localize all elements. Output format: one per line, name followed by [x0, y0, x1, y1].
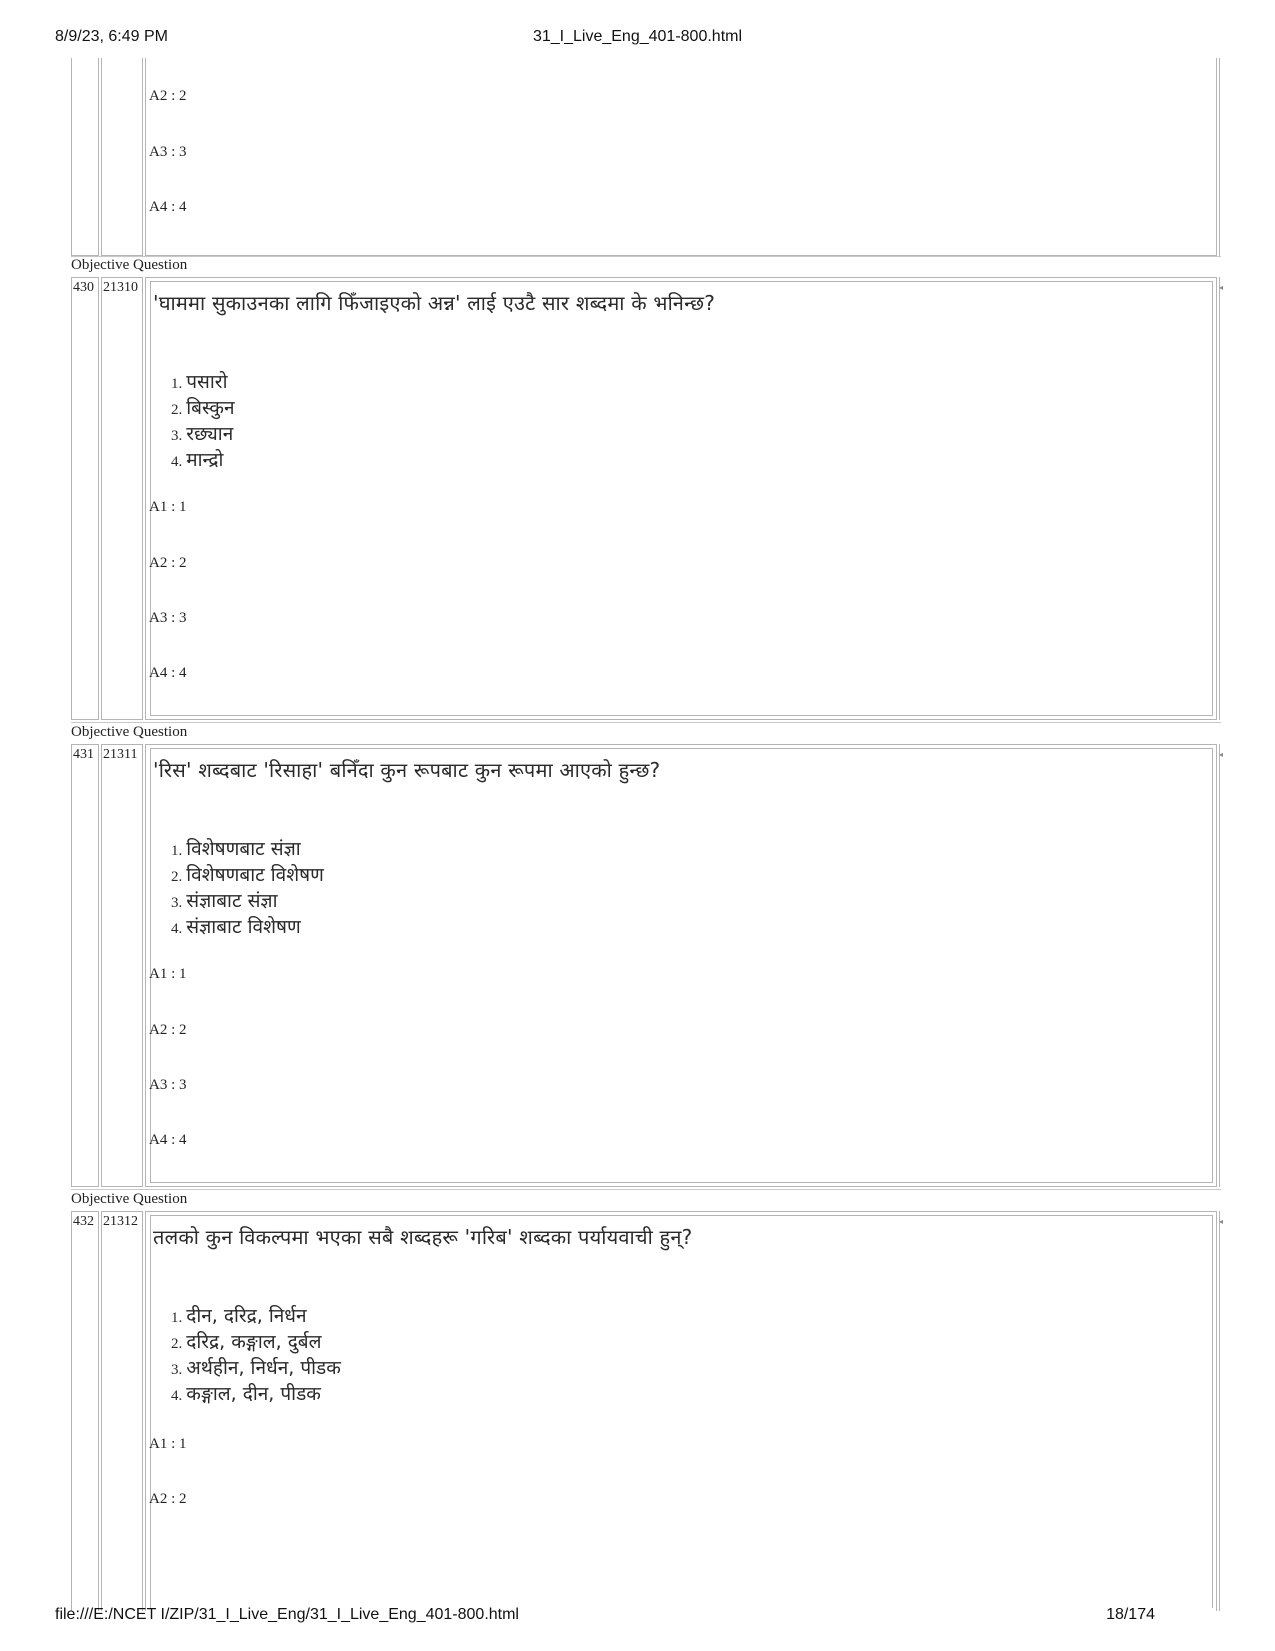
- scroll-marker-icon: ◂: [1218, 283, 1223, 292]
- option-item: 1. विशेषणबाट संज्ञा: [171, 838, 301, 860]
- question-number-cell: [71, 1211, 99, 1611]
- print-footer: [0, 1606, 1275, 1636]
- row-divider: [71, 1189, 1221, 1190]
- question-inner-frame: [150, 1215, 1213, 1608]
- print-header: [0, 28, 1275, 58]
- answer-option: A2 : 2: [149, 88, 187, 104]
- option-item: 4. मान्द्रो: [171, 449, 224, 471]
- option-item: 2. दरिद्र, कङ्गाल, दुर्बल: [171, 1331, 322, 1353]
- answer-option: A4 : 4: [149, 199, 187, 215]
- answer-option: A4 : 4: [149, 665, 187, 681]
- question-number: 432: [73, 1214, 94, 1229]
- answer-option: A3 : 3: [149, 144, 187, 160]
- answer-option: A2 : 2: [149, 555, 187, 571]
- section-label: Objective Question: [71, 1191, 188, 1207]
- option-item: 3. संज्ञाबाट संज्ञा: [171, 890, 278, 912]
- answer-option: A3 : 3: [149, 1077, 187, 1093]
- option-list: [171, 370, 235, 474]
- print-datetime: 8/9/23, 6:49 PM: [55, 28, 168, 45]
- option-item: 4. संज्ञाबाट विशेषण: [171, 916, 301, 938]
- section-label: Objective Question: [71, 257, 188, 273]
- question-id-cell: [101, 277, 143, 720]
- question-body-cell: [145, 744, 1217, 1187]
- answer-option: A1 : 1: [149, 1436, 187, 1452]
- question-body-cell: [145, 58, 1217, 256]
- answer-option: A1 : 1: [149, 499, 187, 515]
- row-divider: [71, 256, 1221, 257]
- answer-option: A4 : 4: [149, 1132, 187, 1148]
- option-item: 3. रछ्यान: [171, 423, 234, 445]
- print-file-path: file:///E:/NCET I/ZIP/31_I_Live_Eng/31_I_Live_Eng_401-800.html: [55, 1606, 519, 1623]
- scroll-marker-icon: ◂: [1218, 750, 1223, 759]
- question-row: [71, 1211, 1221, 1611]
- question-text: 'रिस' शब्दबाट 'रिसाहा' बनिँदा कुन रूपबाट कुन रूपमा आएको हुन्छ?: [153, 758, 661, 782]
- question-text: 'घाममा सुकाउनका लागि फिँजाइएको अन्न' लाई एउटै सार शब्दमा के भनिन्छ?: [153, 291, 716, 315]
- print-page-number: 18/174: [1106, 1606, 1155, 1623]
- question-inner-frame: [150, 748, 1213, 1183]
- question-id-cell: [101, 58, 143, 256]
- question-id-cell: [101, 1211, 143, 1611]
- scroll-edge: [1219, 277, 1223, 720]
- answer-option: A2 : 2: [149, 1491, 187, 1507]
- question-body-cell: [145, 277, 1217, 720]
- question-number-cell: [71, 58, 99, 256]
- scroll-marker-icon: ◂: [1218, 1217, 1223, 1226]
- option-item: 4. कङ्गाल, दीन, पीडक: [171, 1383, 321, 1405]
- question-table: [71, 58, 1221, 1601]
- question-id: 21312: [103, 1214, 138, 1229]
- option-list: [171, 1304, 341, 1408]
- scroll-edge: [1219, 744, 1223, 1187]
- question-row: [71, 744, 1221, 1187]
- question-body-cell: [145, 1211, 1217, 1611]
- question-text: तलको कुन विकल्पमा भएका सबै शब्दहरू 'गरिब' शब्दका पर्यायवाची हुन्?: [153, 1225, 693, 1249]
- section-label: Objective Question: [71, 724, 188, 740]
- question-number-cell: [71, 277, 99, 720]
- scroll-edge: [1219, 1211, 1223, 1611]
- question-row-continued: [71, 58, 1221, 256]
- scroll-edge: [1219, 58, 1223, 256]
- option-list: [171, 837, 324, 941]
- option-item: 2. विशेषणबाट विशेषण: [171, 864, 324, 886]
- option-item: 1. पसारो: [171, 371, 228, 393]
- answer-option: A1 : 1: [149, 966, 187, 982]
- answer-option: A2 : 2: [149, 1022, 187, 1038]
- answer-option: A3 : 3: [149, 610, 187, 626]
- print-title: 31_I_Live_Eng_401-800.html: [532, 28, 743, 45]
- question-number: 431: [73, 747, 94, 762]
- option-item: 1. दीन, दरिद्र, निर्धन: [171, 1305, 307, 1327]
- option-item: 2. बिस्कुन: [171, 397, 235, 419]
- question-inner-frame: [150, 281, 1213, 716]
- question-id: 21311: [103, 747, 138, 762]
- question-row: [71, 277, 1221, 720]
- question-id-cell: [101, 744, 143, 1187]
- question-number-cell: [71, 744, 99, 1187]
- question-number: 430: [73, 280, 94, 295]
- option-item: 3. अर्थहीन, निर्धन, पीडक: [171, 1357, 341, 1379]
- question-id: 21310: [103, 280, 138, 295]
- row-divider: [71, 722, 1221, 723]
